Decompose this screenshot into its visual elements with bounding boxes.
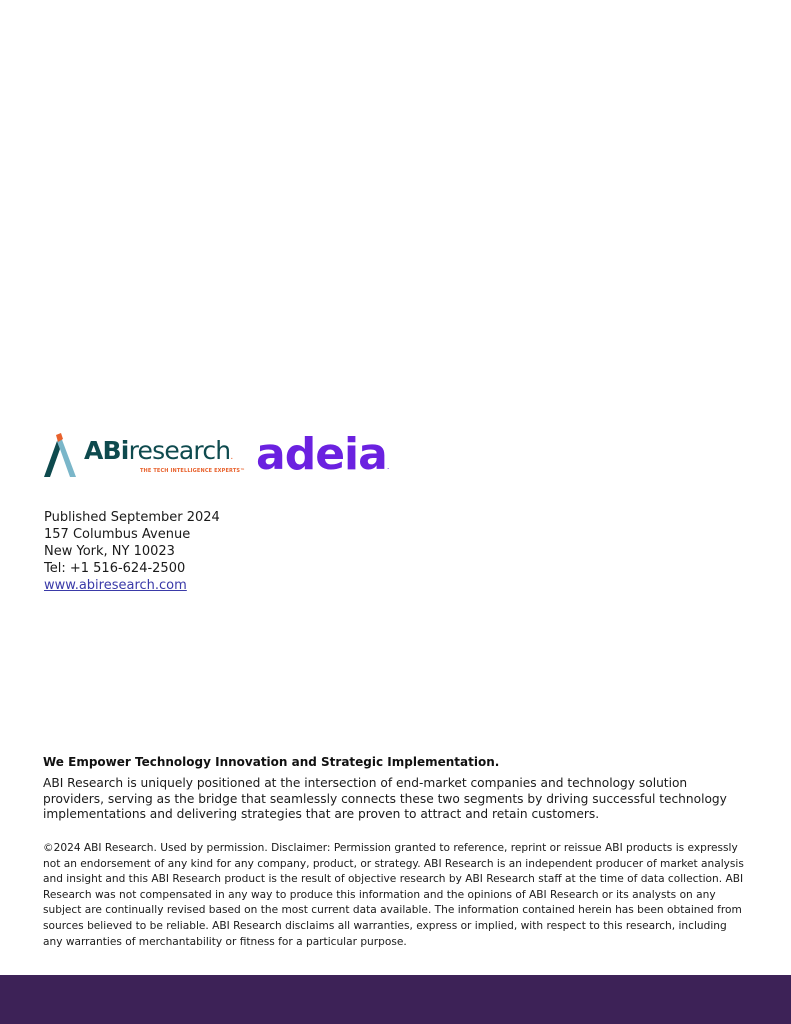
about-section xyxy=(43,754,753,823)
street-address: 157 Columbus Avenue xyxy=(44,527,191,542)
city-address: New York, NY 10023 xyxy=(44,544,175,559)
abi-research-logo-mark-icon xyxy=(42,433,78,477)
published-date: Published September 2024 xyxy=(44,510,220,525)
disclaimer-text: ©2024 ABI Research. Used by permission. Disclaimer: Permission granted to reference, reprint or reissue ABI products is expressly not an endorsement of any kind for any company, product, or strategy. ABI Research is an independent producer of market analysis and insight and this ABI Research product is the result of objective research by ABI Research staff at the time of data collection. ABI Research was not compensated in any way to produce this information and the opinions of ABI Research or its analysts on any subject are continually revised based on the most current data available. The information contained herein has been obtained from sources believed to be reliable. ABI Research disclaims all warranties, express or implied, with respect to this research, including any warranties of merchantability or fitness for a particular purpose. xyxy=(43,842,744,948)
abi-wordmark-research: research xyxy=(128,436,231,465)
adeia-wordmark: adeia xyxy=(256,429,387,480)
abi-research-wordmark xyxy=(84,436,232,472)
about-body: ABI Research is uniquely positioned at the intersection of end-market companies and technology solution providers, serving as the bridge that seamlessly connects these two segments by driving successful technology implementations and delivering strategies that are proven to attract and retain customers. xyxy=(43,776,727,821)
abi-research-logo xyxy=(42,432,246,478)
abi-tagline: THE TECH INTELLIGENCE EXPERTS™ xyxy=(140,468,246,474)
adeia-logo xyxy=(256,429,389,490)
website-link[interactable]: www.abiresearch.com xyxy=(44,578,187,593)
abi-wordmark-bold: ABi xyxy=(84,436,129,465)
adeia-trademark: . xyxy=(386,462,389,471)
publisher-address xyxy=(44,509,220,594)
abi-registered-mark: . xyxy=(230,452,233,462)
logo-row xyxy=(42,429,402,480)
telephone: Tel: +1 516-624-2500 xyxy=(44,561,186,576)
about-heading: We Empower Technology Innovation and Strategic Implementation. xyxy=(43,755,500,769)
footer-band xyxy=(0,975,791,1024)
